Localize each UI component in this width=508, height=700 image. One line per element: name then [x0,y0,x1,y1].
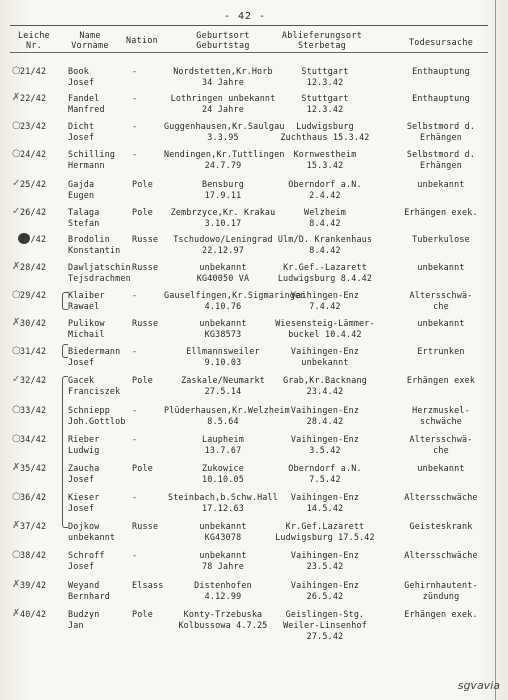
delivery-info: Vaihingen-Enz [290,290,360,300]
nation: Pole [132,463,153,473]
cause-of-death: Herzmuskel- [412,405,470,415]
nation: Russe [132,234,159,244]
person-name: Hermann [68,160,105,170]
margin-mark-icon: ✗ [12,261,21,272]
person-name: Franciszek [68,386,121,396]
birth-info: unbekannt [199,550,247,560]
nation: Pole [132,375,153,385]
person-name: Schilling [68,149,116,159]
margin-mark-icon: ○ [12,289,21,300]
birth-info: 17.12.63 [202,503,244,513]
leiche-number: 27/42 [20,234,47,244]
birth-info: 10.10.05 [202,474,244,484]
delivery-info: 3.5.42 [309,445,341,455]
cause-of-death: Erhängen exek [406,375,476,385]
delivery-info: Wiesensteig-Lämmer- [275,318,375,328]
cause-of-death: Erhängen [420,160,462,170]
birth-info: 8.5.64 [207,416,239,426]
header-rule [10,52,488,53]
margin-line [495,0,496,700]
delivery-info: Ludwigsburg [296,121,354,131]
margin-mark-icon: ○ [12,433,21,444]
birth-info: 3.10.17 [204,218,242,228]
birth-info: 78 Jahre [202,561,244,571]
header-geburtsort: Geburtsort Geburtstag [196,30,250,50]
delivery-info: 15.3.42 [306,160,344,170]
pencil-bracket [62,292,68,310]
person-name: Gacek [68,375,95,385]
delivery-info: 7.5.42 [309,474,341,484]
margin-mark-icon: ✗ [12,520,21,531]
birth-info: KG43078 [204,532,242,542]
person-name: Dawljatschin [68,262,131,272]
person-name: Dojkow [68,521,100,531]
watermark: sgvavia [457,679,500,692]
person-name: Jan [68,620,84,630]
cause-of-death: Selbstmord d. [406,149,476,159]
birth-info: KG40050 VA [196,273,250,283]
leiche-number: 33/42 [20,405,47,415]
header-name: Name Vorname [71,30,109,50]
cause-of-death: Tuberkulose [412,234,470,244]
cause-of-death: Altersschwäche [404,550,478,560]
cause-of-death: schwäche [420,416,462,426]
delivery-info: 2.4.42 [309,190,341,200]
margin-mark-icon: ○ [12,404,21,415]
margin-mark-icon: ○ [12,345,21,356]
delivery-info: Ludwigsburg 17.5.42 [275,532,375,542]
delivery-info: unbekannt [301,357,349,367]
person-name: Josef [68,474,95,484]
leiche-number: 28/42 [20,262,47,272]
person-name: Book [68,66,89,76]
cause-of-death: che [433,301,449,311]
leiche-number: 30/42 [20,318,47,328]
margin-mark-icon: ✓ [12,374,21,385]
person-name: Biedermann [68,346,121,356]
delivery-info: 14.5.42 [306,503,344,513]
person-name: Zaucha [68,463,100,473]
margin-mark-icon: ✗ [12,92,21,103]
delivery-info: Geislingen-Stg. [285,609,365,619]
leiche-number: 25/42 [20,179,47,189]
delivery-info: Stuttgart [301,66,349,76]
nation: - [132,492,138,502]
leiche-number: 22/42 [20,93,47,103]
cause-of-death: che [433,445,449,455]
delivery-info: 8.4.42 [309,245,341,255]
cause-of-death: Enthauptung [412,93,470,103]
birth-info: Zaskale/Neumarkt [181,375,265,385]
person-name: Manfred [68,104,105,114]
cause-of-death: Selbstmord d. [406,121,476,131]
nation: Russe [132,318,159,328]
nation: - [132,149,138,159]
header-ablieferungsort: Ablieferungsort Sterbetag [281,30,363,50]
delivery-info: Zuchthaus 15.3.42 [280,132,370,142]
person-name: Tejsdrachmen [68,273,131,283]
top-rule [10,25,488,26]
cause-of-death: Gehirnhautent- [404,580,478,590]
margin-mark-icon: ✓ [12,206,21,217]
leiche-number: 34/42 [20,434,47,444]
cause-of-death: Altersschwä- [409,290,473,300]
birth-info: KG38573 [204,329,242,339]
person-name: Fandel [68,93,100,103]
birth-info: 4.12.99 [204,591,242,601]
leiche-number: 39/42 [20,580,47,590]
person-name: Rieber [68,434,100,444]
birth-info: Steinbach,b.Schw.Hall [167,492,279,502]
person-name: Josef [68,561,95,571]
margin-mark-icon: ✗ [12,608,21,619]
birth-info: Konty-Trzebuska [183,609,263,619]
page-number: - 42 - [223,11,267,22]
birth-info: Zembrzyce,Kr. Krakau [170,207,276,217]
person-name: Schniepp [68,405,110,415]
margin-mark-icon: ○ [12,148,21,159]
delivery-info: 12.3.42 [306,77,344,87]
cause-of-death: Ertrunken [417,346,465,356]
leiche-number: 31/42 [20,346,47,356]
birth-info: Nordstetten,Kr.Horb [173,66,273,76]
nation: - [132,346,138,356]
pencil-bracket [62,376,68,528]
margin-mark-icon: ○ [12,65,21,76]
delivery-info: Oberndorf a.N. [288,463,362,473]
pencil-bracket [62,344,68,358]
birth-info: Distenhofen [194,580,252,590]
birth-info: 24 Jahre [202,104,244,114]
leiche-number: 26/42 [20,207,47,217]
delivery-info: Grab,Kr.Backnang [283,375,367,385]
cause-of-death: Altersschwä- [409,434,473,444]
delivery-info: 12.3.42 [306,104,344,114]
cause-of-death: Geisteskrank [409,521,473,531]
person-name: Gajda [68,179,95,189]
nation: - [132,290,138,300]
delivery-info: Vaihingen-Enz [290,492,360,502]
birth-info: Tschudowo/Leningrad [173,234,273,244]
birth-info: unbekannt [199,318,247,328]
person-name: Bernhard [68,591,110,601]
birth-info: Kolbussowa 4.7.25 [178,620,268,630]
person-name: Eugen [68,190,95,200]
cause-of-death: Erhängen exek. [404,609,478,619]
nation: Pole [132,609,153,619]
person-name: Stefan [68,218,100,228]
nation: - [132,434,138,444]
delivery-info: Ulm/D. Krankenhaus [277,234,373,244]
delivery-info: 26.5.42 [306,591,344,601]
margin-mark-icon: ○ [12,491,21,502]
nation: Russe [132,521,159,531]
delivery-info: Welzheim [304,207,346,217]
person-name: Rawael [68,301,100,311]
cause-of-death: Altersschwäche [404,492,478,502]
margin-mark-icon: ○ [12,549,21,560]
cause-of-death: Enthauptung [412,66,470,76]
margin-mark-icon: ✗ [12,462,21,473]
person-name: Schroff [68,550,105,560]
nation: Pole [132,207,153,217]
birth-info: 3.3.95 [207,132,239,142]
delivery-info: 23.4.42 [306,386,344,396]
leiche-number: 21/42 [20,66,47,76]
birth-info: Lothringen unbekannt [170,93,276,103]
birth-info: 17.9.11 [204,190,242,200]
leiche-number: 32/42 [20,375,47,385]
delivery-info: 23.5.42 [306,561,344,571]
birth-info: 4.10.76 [204,301,242,311]
margin-mark-icon: ✗ [12,579,21,590]
cause-of-death: Erhängen exek. [404,207,478,217]
margin-mark-icon: ✓ [12,178,21,189]
delivery-info: 7.4.42 [309,301,341,311]
person-name: Pulikow [68,318,105,328]
birth-info: Nendingen,Kr.Tuttlingen [164,149,285,159]
delivery-info: Vaihingen-Enz [290,405,360,415]
birth-info: Ellmannsweiler [186,346,260,356]
delivery-info: buckel 10.4.42 [288,329,362,339]
nation: - [132,66,138,76]
delivery-info: Vaihingen-Enz [290,550,360,560]
nation: Russe [132,262,159,272]
delivery-info: Kornwestheim [293,149,357,159]
leiche-number: 24/42 [20,149,47,159]
leiche-number: 40/42 [20,609,47,619]
cause-of-death: unbekannt [417,262,465,272]
birth-info: 27.5.14 [204,386,242,396]
delivery-info: 8.4.42 [309,218,341,228]
cause-of-death: unbekannt [417,179,465,189]
person-name: Klaiber [68,290,105,300]
nation: - [132,93,138,103]
leiche-number: 36/42 [20,492,47,502]
nation: - [132,550,138,560]
cause-of-death: Erhängen [420,132,462,142]
birth-info: Zukowice [202,463,244,473]
birth-info: 24.7.79 [204,160,242,170]
person-name: Budzyn [68,609,100,619]
leiche-number: 23/42 [20,121,47,131]
person-name: Konstantin [68,245,121,255]
delivery-info: Oberndorf a.N. [288,179,362,189]
leiche-number: 37/42 [20,521,47,531]
person-name: Talaga [68,207,100,217]
birth-info: Laupheim [202,434,244,444]
margin-mark-icon: ○ [12,120,21,131]
birth-info: 34 Jahre [202,77,244,87]
delivery-info: Weiler-Linsenhof [283,620,367,630]
birth-info: Bensburg [202,179,244,189]
delivery-info: Vaihingen-Enz [290,346,360,356]
leiche-number: 38/42 [20,550,47,560]
leiche-number: 29/42 [20,290,47,300]
person-name: Josef [68,357,95,367]
person-name: Ludwig [68,445,100,455]
cause-of-death: unbekannt [417,318,465,328]
delivery-info: Vaihingen-Enz [290,580,360,590]
birth-info: Plüderhausen,Kr.Welzheim [164,405,290,415]
birth-info: unbekannt [199,262,247,272]
person-name: Brodolin [68,234,110,244]
person-name: Josef [68,132,95,142]
delivery-info: Ludwigsburg 8.4.42 [277,273,373,283]
delivery-info: Kr.Gef.-Lazarett [283,262,367,272]
header-leiche: Leiche Nr. [17,30,51,50]
person-name: Josef [68,503,95,513]
birth-info: unbekannt [199,521,247,531]
cause-of-death: zündung [422,591,460,601]
person-name: Michail [68,329,105,339]
birth-info: Gauselfingen,Kr.Sigmaringen [164,290,306,300]
person-name: Kieser [68,492,100,502]
margin-mark-icon: ✗ [12,317,21,328]
delivery-info: Vaihingen-Enz [290,434,360,444]
delivery-info: Stuttgart [301,93,349,103]
birth-info: 13.7.67 [204,445,242,455]
leiche-number: 35/42 [20,463,47,473]
delivery-info: Kr.Gef.Lazarett [285,521,365,531]
birth-info: 22.12.97 [202,245,244,255]
nation: Elsass [132,580,164,590]
header-nation: Nation [125,35,159,45]
cause-of-death: unbekannt [417,463,465,473]
nation: - [132,405,138,415]
person-name: unbekannt [68,532,116,542]
person-name: Joh.Gottlob [68,416,126,426]
nation: - [132,121,138,131]
person-name: Dicht [68,121,95,131]
person-name: Weyand [68,580,100,590]
header-todesursache: Todesursache [408,37,474,47]
nation: Pole [132,179,153,189]
delivery-info: 28.4.42 [306,416,344,426]
delivery-info: 27.5.42 [306,631,344,641]
birth-info: 9.10.03 [204,357,242,367]
person-name: Josef [68,77,95,87]
birth-info: Guggenhausen,Kr.Saulgau [164,121,285,131]
